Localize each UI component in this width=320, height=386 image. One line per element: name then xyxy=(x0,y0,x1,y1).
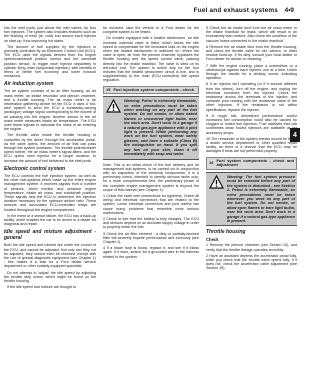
warning-text: Warning: The fuel system pressure must be released before any part of the system is disturbed - see Section 2. Petrol is extremely flammable, so extra precautions must be taken whenever you work on any part of the fuel system. Do not smoke, or allow open flames or bare light bulbs, near the work area. Don't work in a garage if a natural gas-type appliance is present. xyxy=(227,174,295,223)
column-1 xyxy=(4,26,96,291)
paragraph: 2 Have an assistant depress the accelerator pedal fully, while you check that the throttle valve opens fully. If it does not, check the accelerator cable adjustment (see Section 15). xyxy=(206,253,297,271)
warning-box xyxy=(103,96,199,159)
running-title: Fuel and exhaust systems xyxy=(193,7,278,14)
paragraph: 9 A rough idle, diminished performance and/or increased fuel consumption could also be caused by clogged or fouled fuel injectors. Fuel additives that can sometimes clean fouled injectors are available at car accessory shops. xyxy=(206,113,297,135)
paragraph: 5 Check the air intake duct from the air mass meter to the intake manifold for leaks, which will result in an excessively lean mixture. Also check the condition of the vacuum hoses connected to the intake manifold. xyxy=(206,26,297,43)
section-heading: Air induction system xyxy=(4,81,54,88)
warning-box xyxy=(206,172,297,226)
paragraph: 7 With the engine running, place a screwdriver or a stethoscope against each injector, one at a time. Listen through the handle for a clicking sound, indicating operation. xyxy=(206,63,297,81)
paragraph: be incorrect, take the vehicle to a Ford dealer for the complete system to be tested. xyxy=(103,26,199,35)
paragraph: In the event of a sensor failure, the ECU has a back-up facility, which enables the car to be driven to a dealer for diagnosis and repair. xyxy=(4,213,96,227)
section-title-box xyxy=(206,157,297,170)
paragraph: The amount of fuel supplied by the injectors is precisely controlled by an Electronic Control Unit (ECU). The ECU uses the signals derived from the engine speed/crankshaft position sensor and the camshaft position sensor, to trigger each injector separately in cylinder firing order (sequential injection), with benefits in terms of better fuel economy and lower exhaust emissions. xyxy=(4,44,96,79)
section-heading: Throttle housing xyxy=(206,229,246,236)
paragraph: The air system consists of an air filter housing, an air mass meter, an intake resonator and plenum chamber, and a throttle housing. The air mass meter is an information gathering device for the ECU; it uses a 'hot-wire' system to send the ECU a constantly-varying (analogue) voltage signal corresponding to the volume of air passing into the engine. Another sensor in the air mass meter measures intake air temperature. The ECU uses these signals to calculate the mass of air entering the engine. xyxy=(4,89,96,132)
section-number: 15 xyxy=(106,86,111,92)
sub-heading: Check xyxy=(206,237,219,243)
paragraph: Both the idle speed and mixture are under the control of the ECU, and cannot be adjusted. Not only can they not be adjusted, they cannot even be checked, except with the use of special diagnostic equipment (see Chapter 1) - this makes it a task for a Ford dealer service department or other suitably-equipped specialist. xyxy=(4,243,96,269)
page-number: 4•9 xyxy=(284,7,294,14)
section-number: 16 xyxy=(209,159,214,165)
section-title-box xyxy=(103,86,199,95)
paragraph: Do not attempt to 'adjust' the idle speed by adjusting the throttle stop screw, which might be found on the throttle housing. xyxy=(4,270,96,283)
paragraph: 3 Check the air filter element - a dirty or partially-blocked filter will severely impede performance and economy (see Chapter 1). xyxy=(103,231,199,244)
section-title: Fuel injection system components - check xyxy=(113,86,194,92)
paragraph: 1 Remove the plenum chamber (see Section 10), and verify that the throttle linkage operates smoothly. xyxy=(206,243,297,252)
column-3 xyxy=(206,26,297,273)
paragraph: The ECU controls the fuel injection system, as well as the other sub-systems which make up the entire engine management system. It receives signals from a number of sensors, which monitor and measure engine temperature, intake air mass, and crankshaft position. These signals help the ECU to determine the injection duration necessary for the optimum air/fuel ratio. These sensors and associated ECU-controlled relays are located throughout the engine compartment. xyxy=(4,173,96,212)
warning-text: Warning: Petrol is extremely flammable, so extra precautions must be taken when working on any part of the fuel system. Do not smoke, or allow naked flames or uncovered light bulbs, near the work area. Don't work in a garage if a natural gas-type appliance with a pilot light is present. While performing any work on the fuel system, wear safety glasses, and have a suitable (Class B) fire extinguisher on hand. If you spill any fuel on your skin, clean it off immediately with soap and water. xyxy=(124,99,197,157)
page-header xyxy=(0,0,300,27)
chapter-tab: 4 xyxy=(290,128,300,142)
paragraph: 2 Check to see that the battery is fully charged. The ECU and sensors depend on an accurate supply voltage in order to properly meter the fuel. xyxy=(103,216,199,230)
header-rule xyxy=(0,19,300,21)
column-2 xyxy=(103,26,199,261)
paragraph: If the idle speed and mixture are thought to xyxy=(7,285,77,290)
paragraph: 6 Remove the air intake duct from the throttle housing, and check the throttle valve for dirt, carbon, or other residue build-up. If it's dirty, consult your local dealer or Ford dealer for advice on cleaning. xyxy=(206,44,297,62)
warning-triangle-icon xyxy=(208,175,224,191)
section-title: Fuel system components - check and adjustment xyxy=(216,157,294,168)
section-heading: Idle speed and mixture adjustment - general xyxy=(4,229,96,242)
warning-triangle-icon xyxy=(105,99,121,115)
paragraph: Note: This is an initial check of the fuel delivery and air management sub-systems, to be carried out in conjunction with an inspection of the electrical components. It is a preliminary check, intended to identify obvious faults only; for a more comprehensive test, the preliminary phase of the complete engine management system is beyond the scope of this manual (see Chapter 1). xyxy=(103,162,199,192)
paragraph: The throttle valve inside the throttle housing is controlled by the driver, through the accelerator pedal. As the valve opens, the amount of air that can pass through the system increases. The throttle potentiometer opens further, the air mass meter's signal alters, and the ECU opens each injector for a longer duration, to increase the amount of fuel delivered to the inlet ports. xyxy=(4,133,96,163)
paragraph: On models equipped with a heated windscreen, an idle increase solenoid valve is fitted, which raises the idle speed to compensate for the increased load on the engine when the heated windscreen is switched on. When the valve is open, air from the plenum chamber bypasses the throttle housing and the speed control valve, passing directly into the intake manifold. The valve is sited on its left-hand end. The system is active only for the four minutes that the heated windscreen circuit is live, and is supplementary to the main (ECU-controlled) idle speed regulation. xyxy=(103,36,199,83)
paragraph: 8 If an injector isn't operating (or if it sounds different from the others), turn off the engine, and unplug the electrical connector from the injector. Check the resistance across the terminals of the injector, and compare your reading with the resistance value of the other injectors. If the resistance is not within specification, replace the injector. xyxy=(206,82,297,112)
section-heading: Electronic control system xyxy=(4,165,66,172)
paragraph: 4 If a blown fuse is found, replace it, and see if it blows again. If it does, search for a grounded wire in the harness related to the system. xyxy=(103,246,199,259)
paragraph: into the inlet ports, just above the inlet valves, by four fuel injectors. The system also includes features such as the flushing of fresh (ie, cold) fuel around each injector on start-up, thus improving hot starts. xyxy=(4,26,96,43)
paragraph: 1 Check the earth wire connections for tightness. Check all wiring and electrical connectors that are related to the system. Loose electrical connectors and poor earths can cause many problems that resemble more serious malfunctions. xyxy=(103,193,199,215)
paragraph: 10 The remainder of the system checks should be left to a dealer service department or other qualified repair facility, as there is a chance that the ECU may be damaged if tests are not performed properly. xyxy=(206,136,297,154)
